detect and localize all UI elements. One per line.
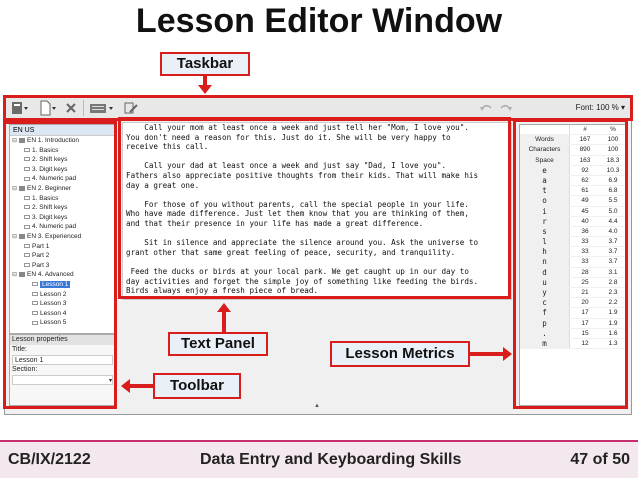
tree-item-label: EN 1. Introduction: [27, 137, 80, 144]
metric-percent: 2.8: [608, 278, 618, 286]
tree-item-label: 2. Shift keys: [32, 204, 68, 212]
metric-count: 36: [581, 227, 589, 235]
font-zoom-label: Font: 100 %: [575, 103, 619, 112]
collapse-icon[interactable]: ⊟: [12, 272, 18, 279]
tree-item-label: 3. Digit keys: [32, 165, 68, 173]
toolbar-highlight: [3, 121, 117, 409]
tree-item-label: Part 2: [32, 252, 50, 260]
metric-key: t: [520, 186, 570, 195]
metric-key: h: [520, 247, 570, 256]
text-line: Call your mom at least once a week and just tell her "Mom, I love you".: [126, 123, 469, 132]
metric-count: 21: [581, 289, 589, 296]
metric-count: 20: [581, 299, 589, 307]
collapse-icon[interactable]: ⊟: [12, 138, 18, 144]
metric-percent: 1.9: [608, 309, 618, 317]
text-panel-arrow: [222, 312, 226, 332]
metric-key: p: [520, 319, 570, 328]
section-label: Section:: [12, 366, 38, 373]
metric-key: a: [520, 176, 570, 185]
metric-count: 33: [581, 258, 589, 266]
text-line: Feed the ducks or birds at your local park. We get caught up in our day to: [126, 266, 469, 276]
metric-count: 15: [581, 329, 589, 337]
metric-key: r: [520, 217, 570, 226]
tree-item-label: EN 3. Experienced: [27, 232, 82, 240]
text-line: receive this call.: [126, 142, 209, 152]
tree-item-label: Part 1: [32, 242, 50, 250]
footer-subject: Data Entry and Keyboarding Skills: [200, 451, 462, 468]
toolbar-arrow: [129, 384, 153, 388]
metric-percent: 100: [607, 146, 619, 154]
tree-item-label: Lesson 4: [40, 309, 67, 317]
metric-percent: 2.3: [608, 289, 618, 296]
collapse-icon[interactable]: ⊟: [12, 233, 18, 240]
metric-count: 92: [581, 166, 589, 174]
metric-key: f: [520, 308, 570, 317]
tree-item-label: Lesson 1: [42, 280, 69, 288]
tree-item-label: Part 3: [32, 261, 50, 269]
metric-count: 890: [579, 146, 591, 154]
splitter-handle-icon[interactable]: ▲: [314, 403, 320, 409]
metric-key: o: [520, 196, 570, 205]
toolbar-callout: Toolbar: [153, 373, 241, 399]
tree-item-label: 3. Digit keys: [32, 213, 68, 221]
metric-percent: 5.5: [608, 197, 618, 205]
metric-count: 33: [581, 248, 589, 256]
metric-percent: 3.7: [608, 238, 618, 246]
text-panel-highlight: [118, 117, 511, 299]
metric-percent: 6.8: [608, 187, 618, 195]
taskbar-callout: Taskbar: [160, 52, 250, 76]
metrics-arrowhead: [503, 347, 512, 361]
metric-percent: 6.9: [608, 176, 618, 184]
title-field[interactable]: Lesson 1: [12, 355, 113, 365]
metric-count: 61: [581, 187, 589, 195]
text-panel-callout: Text Panel: [168, 332, 268, 356]
font-zoom-select[interactable]: Font: 100 % ▾: [575, 103, 625, 112]
metric-key: u: [520, 278, 570, 287]
metric-key: Characters: [520, 145, 570, 154]
tree-item-label: 1. Basics: [32, 194, 59, 202]
taskbar-arrowhead: [198, 85, 212, 94]
metric-key: l: [520, 237, 570, 246]
metric-key: d: [520, 268, 570, 277]
title-label: Title:: [12, 346, 27, 353]
metric-key: .: [520, 329, 570, 338]
metric-percent: 4.0: [608, 227, 618, 235]
tree-item-label: Lesson 2: [40, 290, 67, 298]
metric-key: s: [520, 227, 570, 236]
metric-count: 25: [581, 278, 589, 286]
text-line: and that their presence in your life has made a great difference.: [126, 218, 424, 228]
metric-percent: 10.3: [606, 166, 620, 174]
metric-count: 28: [581, 268, 589, 276]
text-line: Fathers also appreciate positive thoughts from their kids. That will make his: [126, 170, 479, 180]
tree-item-label: 4. Numeric pad: [32, 223, 77, 231]
tree-item-label: EN 4. Advanced: [27, 271, 74, 279]
toolbar-arrowhead: [121, 379, 130, 393]
text-line: You don't need a reason for this. Just do it. She will be very happy to: [126, 132, 451, 142]
text-line: day a great one.: [126, 180, 200, 190]
tree-item-label: Lesson 5: [40, 319, 67, 327]
collapse-icon[interactable]: ⊟: [12, 185, 18, 192]
text-line: Who have made difference. Just let them know that you are thinking of them,: [126, 209, 469, 219]
text-line: day activities and forget the simple joy of something like feeding the birds.: [126, 276, 479, 286]
metric-key: e: [520, 166, 570, 175]
metric-key: Words: [520, 135, 570, 144]
metric-percent: 100: [607, 136, 619, 144]
metrics-arrow: [470, 352, 504, 356]
metric-percent: 1.6: [608, 329, 618, 337]
tree-item-label: 4. Numeric pad: [32, 175, 77, 183]
tree-item-label: 2. Shift keys: [32, 156, 68, 164]
text-line: Sit in silence and appreciate the silence around you. Ask the universe to: [126, 238, 479, 248]
metric-percent: 3.1: [608, 268, 618, 276]
metric-key: y: [520, 288, 570, 297]
metric-count: 45: [581, 207, 589, 215]
footer-page-number: 47 of 50: [570, 451, 630, 468]
footer-code: CB/IX/2122: [8, 451, 91, 468]
metric-percent: 5.0: [608, 207, 618, 215]
text-line: For those of you without parents, call the special people in your life.: [126, 199, 469, 209]
metric-count: 49: [581, 197, 589, 205]
metric-key: i: [520, 207, 570, 216]
tree-item-label: Lesson 3: [40, 300, 67, 308]
metric-key: m: [520, 339, 570, 348]
metric-percent: 1.9: [608, 319, 618, 327]
metric-percent: 18.3: [606, 156, 620, 164]
metric-count: 17: [581, 309, 589, 317]
metric-key: Space: [520, 156, 570, 165]
metric-percent: 4.4: [608, 217, 618, 225]
metric-count: 17: [581, 319, 589, 327]
tree-item-label: EN 2. Beginner: [27, 184, 72, 192]
slide-title: Lesson Editor Window: [135, 2, 503, 40]
tree-header: EN US: [10, 125, 115, 136]
text-line: Call your dad at least once a week and just say "Dad, I love you".: [126, 161, 447, 171]
metric-count: 167: [579, 136, 591, 144]
metric-percent: 1.3: [608, 339, 618, 347]
text-panel-arrowhead: [217, 303, 231, 312]
metric-percent: 2.2: [608, 299, 618, 307]
lesson-metrics-callout: Lesson Metrics: [330, 341, 470, 367]
text-line: Birds always enjoy a fresh piece of bread.: [126, 286, 319, 296]
text-line: grant other that same great feeling of peace, security, and tranquility.: [126, 247, 456, 257]
properties-header: Lesson properties: [10, 335, 115, 345]
chevron-down-icon: ▾: [108, 378, 112, 384]
tree-item-label: 1. Basics: [32, 146, 59, 154]
metric-percent: 3.7: [608, 258, 618, 266]
metric-percent: 3.7: [608, 248, 618, 256]
metric-count: #: [583, 126, 587, 133]
metric-count: 62: [581, 176, 589, 184]
metric-count: 163: [579, 156, 591, 164]
metric-count: 33: [581, 238, 589, 246]
metric-count: 40: [581, 217, 589, 225]
metric-percent: %: [610, 126, 616, 133]
metric-key: c: [520, 298, 570, 307]
metric-key: n: [520, 257, 570, 266]
slide-footer: [0, 440, 638, 478]
metrics-highlight: [513, 119, 628, 409]
metric-count: 12: [581, 339, 589, 347]
